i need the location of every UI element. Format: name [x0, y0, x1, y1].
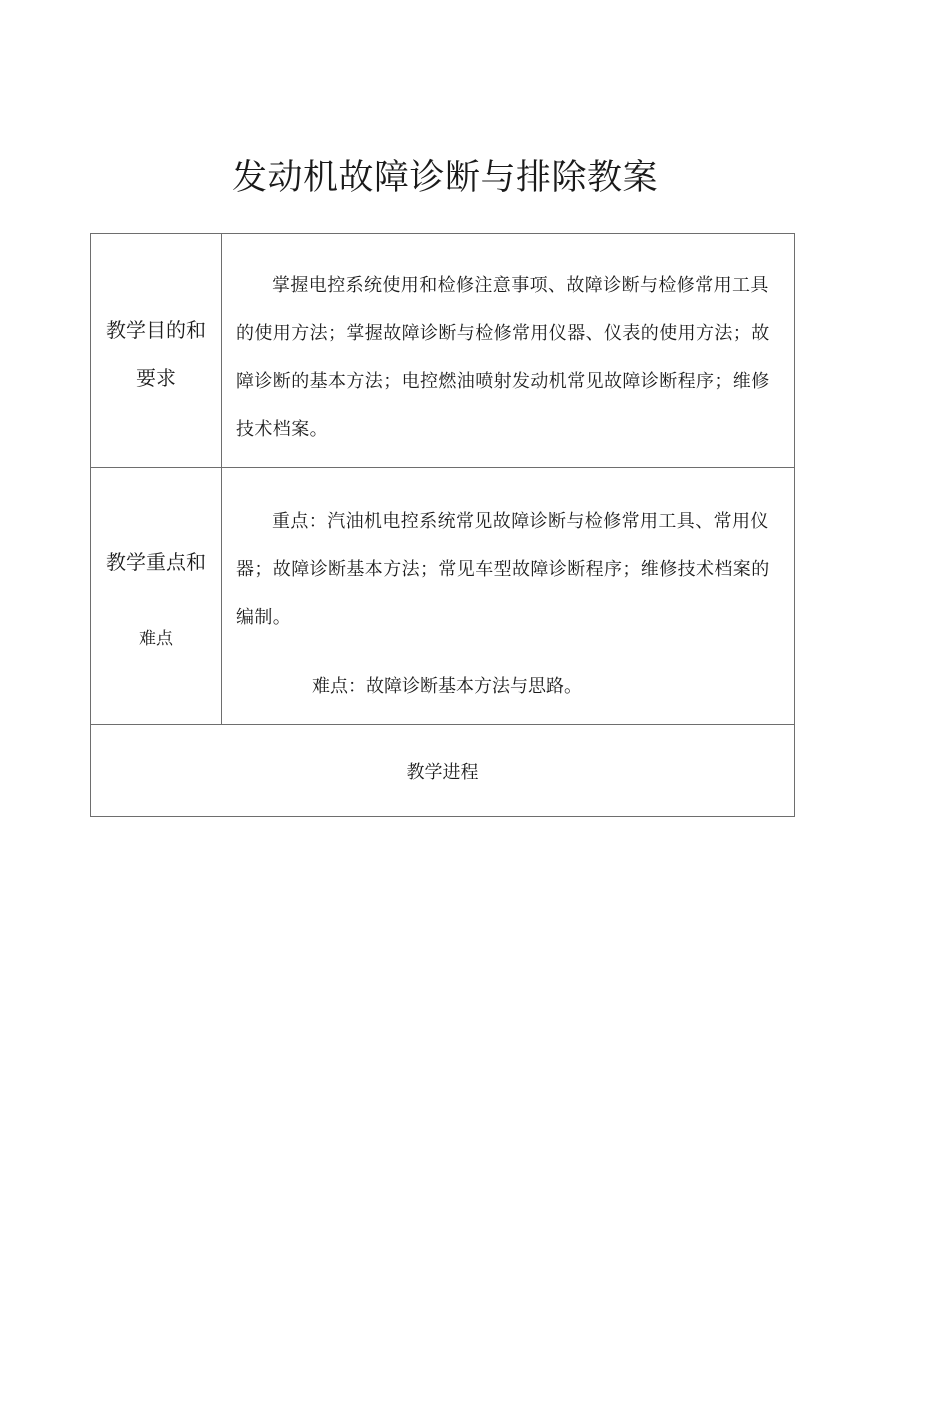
key-points-label-line2: 难点	[139, 629, 173, 649]
objectives-label-line2: 要求	[136, 366, 176, 390]
process-heading: 教学进程	[91, 725, 795, 817]
key-points-label-cell	[91, 468, 222, 725]
process-row	[91, 725, 795, 817]
key-points-row	[91, 468, 795, 725]
document-title: 发动机故障诊断与排除教案	[232, 158, 659, 198]
objectives-content: 掌握电控系统使用和检修注意事项、故障诊断与检修常用工具的使用方法；掌握故障诊断与检修常用仪器、仪表的使用方法；故障诊断的基本方法；电控燃油喷射发动机常见故障诊断程序；维修技术档案。	[236, 275, 770, 440]
objectives-label-line1: 教学目的和	[106, 318, 206, 342]
key-points-content-cell	[222, 468, 795, 725]
objectives-label-cell	[91, 234, 222, 468]
difficulty-content: 难点：故障诊断基本方法与思路。	[312, 676, 582, 697]
key-points-label-line1: 教学重点和	[106, 550, 206, 574]
lesson-plan-table	[90, 233, 795, 817]
objectives-content-cell	[222, 234, 795, 468]
focus-content: 重点：汽油机电控系统常见故障诊断与检修常用工具、常用仪器；故障诊断基本方法；常见车型故障诊断程序；维修技术档案的编制。	[236, 511, 770, 628]
objectives-row	[91, 234, 795, 468]
